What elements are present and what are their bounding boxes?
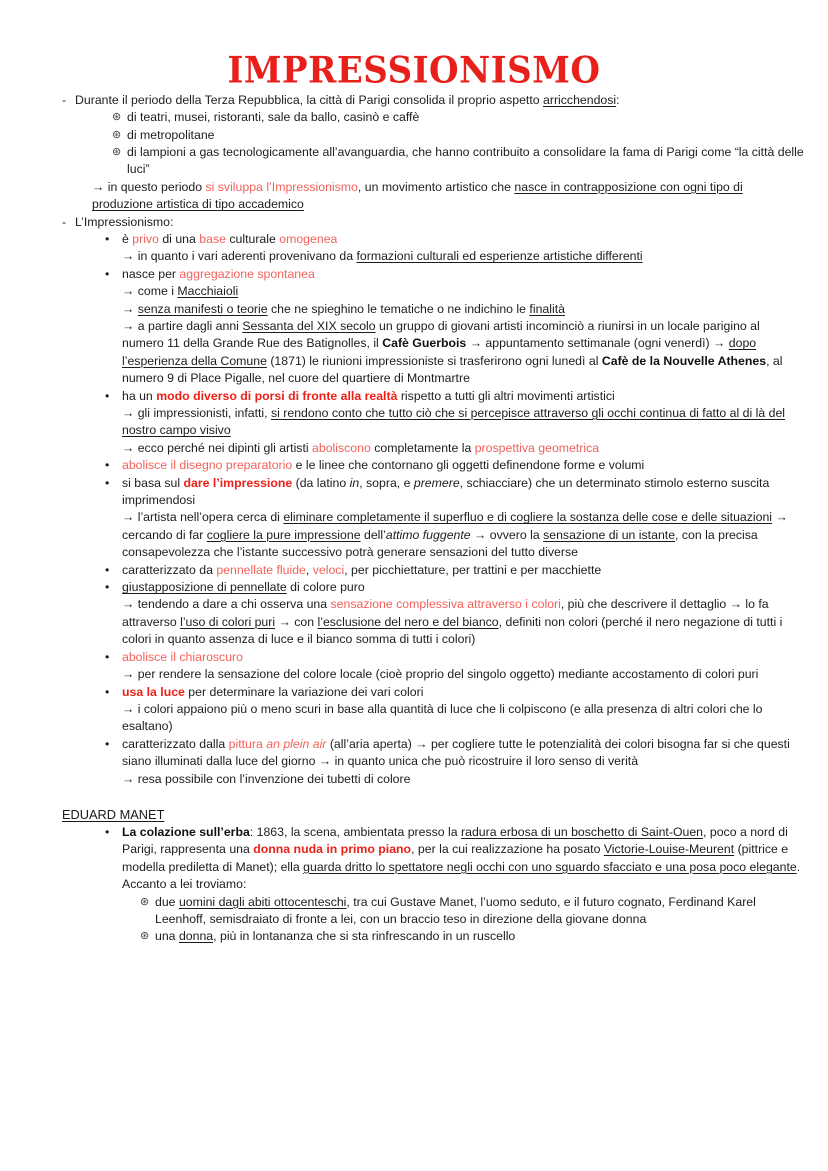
arrow-note [122,283,804,300]
text-run-red: prospettiva geometrica [474,440,600,455]
text-run-underlined: finalità [529,301,565,316]
text-run: resa possibile con l’invenzione dei tubetti di colore [137,771,411,786]
text-run: due [155,894,179,909]
text-run: è [122,231,133,246]
text-run-underlined: giustapposizione di pennellate [122,580,287,595]
arrow-icon: → [122,249,135,264]
spacer [0,788,804,806]
text-run-red: abolisce il chiaroscuro [122,649,243,664]
text-run: . Accanto a lei troviamo: [122,859,801,892]
text-run-underlined: cogliere la pure impressione [206,527,361,542]
text-run-underlined: l’uso di colori puri [180,614,276,629]
list-item [140,894,804,929]
text-run-red: privo [132,231,159,246]
text-run: rispetto a tutti gli altri movimenti artistici [397,388,615,403]
text-run-bold: Cafè Guerbois [382,336,467,351]
text-run: (all’aria aperta) → per cogliere tutte le potenzialità dei colori bisogna far si che questi siano illuminati dalla luce del giorno → in quanto unica che può ricostruire il loro senso di verità [122,736,790,769]
text-run-bold: La colazione sull’erba [122,824,250,839]
arrow-icon: → [122,284,135,299]
text-run-underlined: Sessanta del XIX secolo [242,318,376,333]
text-run: , un movimento artistico che [357,179,515,194]
text-run-underlined: arricchendosi [543,92,617,107]
text-run: gli impressionisti, infatti, [137,406,271,420]
text-run-red-bold: donna nuda in primo piano [253,842,412,857]
text-run-underlined: nasce in contrapposizione con ogni tipo di produzione artistica di tipo accademico [92,179,743,212]
arrow-icon: → [122,440,135,455]
circled-asterisk-icon: ⊛ [140,895,150,908]
text-run: (1871) le riunioni impressioniste si trasferirono ogni lunedì al [266,353,602,368]
arrow-note [122,318,804,388]
text-run: in quanto i vari aderenti provenivano da [137,249,357,264]
bullet-marker: • [105,824,110,839]
circled-asterisk-icon: ⊛ [112,111,122,124]
bullet-marker: • [105,736,110,751]
text-run-red: aggregazione spontanea [179,266,315,281]
text-run-underlined: guarda dritto lo spettatore negli occhi con uno sguardo sfacciato e una posa poco elegante [303,859,797,874]
list-item [105,231,804,248]
text-run-italic: in [349,475,360,490]
text-run-underlined: Victorie-Louise-Meurent [603,842,735,857]
text-run-red: aboliscono [312,440,371,455]
text-run-underlined: eliminare completamente il superfluo e di cogliere la sostanza delle cose e delle situazioni [283,510,773,525]
list-item [140,928,804,945]
document-body [0,92,828,946]
text-run: una [155,929,179,944]
text-run-underlined: uomini dagli abiti ottocenteschi [178,894,347,909]
text-run: culturale [225,231,280,246]
text-run: di lampioni a gas tecnologicamente all’avanguardia, che hanno contribuito a consolidare la fama di Parigi come “la città delle luci” [127,144,804,177]
text-run-red: pittura [228,736,267,751]
text-run: → ovvero la [470,527,544,542]
text-run-underlined: dopo l’esperienza della Comune [122,336,757,368]
text-run: per rendere la sensazione del colore locale (cioè proprio del singolo oggetto) mediante accostamento di colori puri [137,667,759,682]
text-run-underlined: radura erbosa di un boschetto di Saint-Ouen [461,824,704,839]
arrow-icon: → [122,318,135,333]
text-run: a partire dagli anni [137,318,243,333]
text-run: un gruppo di giovani artisti incominciò a riunirsi in un locale parigino al numero 11 della Grande Rue des Batignolles, il [122,318,760,351]
text-run: che ne spieghino le tematiche o ne indichino le [267,301,530,316]
bullet-marker: • [105,266,110,281]
list-item [105,475,804,510]
arrow-note [122,509,804,561]
text-run-red-bold: modo diverso di porsi di fronte alla realtà [156,388,398,403]
arrow-icon: → [122,406,135,420]
bullet-marker: • [105,562,110,577]
text-run: , più in lontananza che si sta rinfrescando in un ruscello [213,929,516,944]
text-run-red: si sviluppa l’Impressionismo [205,179,358,194]
text-run: , più che descrivere il dettaglio → lo fa attraverso [122,597,769,629]
circled-asterisk-icon: ⊛ [112,128,122,141]
text-run: : 1863, la scena, ambientata presso la [249,824,462,839]
list-item [105,388,804,405]
text-run: , schiacciare) che un determinato stimolo esterno suscita imprimendosi [122,475,770,508]
text-run-red: veloci [312,562,345,577]
text-run-italic: attimo fuggente [385,527,471,542]
text-run-red-bold: usa la luce [122,684,185,699]
dash-marker: - [62,92,67,107]
arrow-icon: → [122,597,135,612]
section-heading-manet: EDUARD MANET [62,806,165,822]
arrow-note [122,301,804,318]
list-item [112,109,804,126]
text-run: , al numero 9 di Place Pigalle, nel cuore del quartiere di Montmartre [122,353,783,386]
text-run: l’artista nell’opera cerca di [137,510,284,525]
list-item [105,684,804,701]
list-item [112,127,804,144]
circled-asterisk-icon: ⊛ [112,145,122,158]
arrow-note [122,405,804,440]
circled-asterisk-icon: ⊛ [140,930,150,943]
text-run: → con [275,614,318,629]
text-run: per determinare la variazione dei vari colori [184,684,424,699]
list-item [105,457,804,474]
text-run: ecco perché nei dipinti gli artisti [137,440,313,455]
text-run: , per picchiettature, per trattini e per macchiette [344,562,602,577]
list-item [105,266,804,283]
text-run: caratterizzato dalla [122,736,229,751]
text-run-underlined: Macchiaioli [177,284,239,299]
text-run: come i [137,284,178,299]
text-run: → cercando di far [122,510,788,542]
text-run: i colori appaiono più o meno scuri in base alla quantità di luce che li colpiscono (e alla presenza di altri colori che lo esaltano) [122,701,763,734]
text-run-italic: premere [413,475,460,490]
text-run: Durante il periodo della Terza Repubblica, la città di Parigi consolida il proprio aspetto [75,92,544,107]
list-item [112,144,804,179]
text-run-underlined: l’esclusione del nero e del bianco [317,614,499,629]
list-item [105,649,804,666]
text-run-underlined: sensazione di un istante [543,527,676,542]
bullet-marker: • [105,580,110,595]
text-run-bold: Cafè de la Nouvelle Athenes [601,353,767,368]
text-run-red: base [199,231,226,246]
text-run: di una [158,231,200,246]
dash-marker: - [62,214,67,229]
text-run: , [305,562,313,577]
arrow-icon: → [92,179,105,194]
text-run: (pittrice e modella prediletta di Manet); ella [122,842,789,874]
arrow-note [122,701,804,736]
bullet-marker: • [105,458,110,473]
text-run: completamente la [370,440,475,455]
bullet-marker: • [105,231,110,246]
arrow-icon: → [122,667,135,682]
text-run-underlined: formazioni culturali ed esperienze artistiche differenti [356,249,643,264]
arrow-note [122,248,804,265]
text-run: L’Impressionismo: [75,214,174,229]
text-run: → appuntamento settimanale (ogni venerdì) → [466,336,729,351]
list-item [62,214,804,231]
text-run-underlined: donna [178,929,214,944]
text-run: si basa sul [122,475,184,490]
text-run: caratterizzato da [122,562,217,577]
arrow-note [122,440,804,457]
arrow-icon: → [122,301,135,316]
text-run-red: sensazione complessiva attraverso i colori [330,597,561,612]
text-run: , tra cui Gustave Manet, l’uomo seduto, e il futuro cognato, Ferdinand Karel Leenhoff, semisdraiato di fronte a lei, con un braccio teso in direzione della giovane donna [155,894,756,926]
text-run: di colore puro [286,580,365,595]
bullet-marker: • [105,475,110,490]
list-item [105,824,804,894]
list-item [105,579,804,596]
text-run: nasce per [122,266,180,281]
text-run: dell’ [360,527,386,542]
arrow-note [122,771,804,788]
bullet-marker: • [105,649,110,664]
text-run: e le linee che contornano gli oggetti definendone forme e volumi [292,458,645,473]
text-run: di metropolitane [127,127,215,142]
text-run: di teatri, musei, ristoranti, sale da ballo, casinò e caffè [127,110,420,125]
list-item [62,92,804,109]
list-item [105,736,804,771]
text-run: tendendo a dare a chi osserva una [137,597,331,612]
text-run: ha un [122,388,157,403]
text-run: , poco a nord di Parigi, rappresenta una [122,824,788,857]
text-run: (da latino [292,475,350,490]
text-run-red: pennellate fluide [216,562,306,577]
text-run-underlined: senza manifesti o teorie [137,301,268,316]
text-run: , definiti non colori (perché il nero negazione di tutti i colori in quanto assenza di luce e il bianco somma di tutti i colori) [122,614,783,647]
arrow-icon: → [122,510,135,525]
text-run: , per la cui realizzazione ha posato [411,842,604,857]
text-run-red: omogenea [279,231,338,246]
text-run-red: abolisce il disegno preparatorio [122,458,293,473]
arrow-note [122,666,804,683]
bullet-marker: • [105,388,110,403]
section-heading-wrap [0,806,804,824]
text-run: in questo periodo [107,179,206,194]
text-run-underlined: si rendono conto che tutto ciò che si percepisce attraverso gli occhi continua di fatto al di là del nostro campo visivo [122,406,786,438]
text-run: , con la precisa consapevolezza che l’istante successivo potrà generare sensazioni del tutto diverse [122,527,758,560]
arrow-icon: → [122,701,135,716]
arrow-note [92,179,804,214]
text-run: , sopra, e [359,475,414,490]
text-run-red-bold: dare l’impressione [183,475,293,490]
bullet-marker: • [105,684,110,699]
arrow-icon: → [122,771,135,786]
page-title: IMPRESSIONISMO [227,49,601,93]
text-run-red-italic: an plein air [266,736,327,751]
arrow-note [122,596,804,648]
text-run: : [616,92,620,107]
list-item [105,562,804,579]
